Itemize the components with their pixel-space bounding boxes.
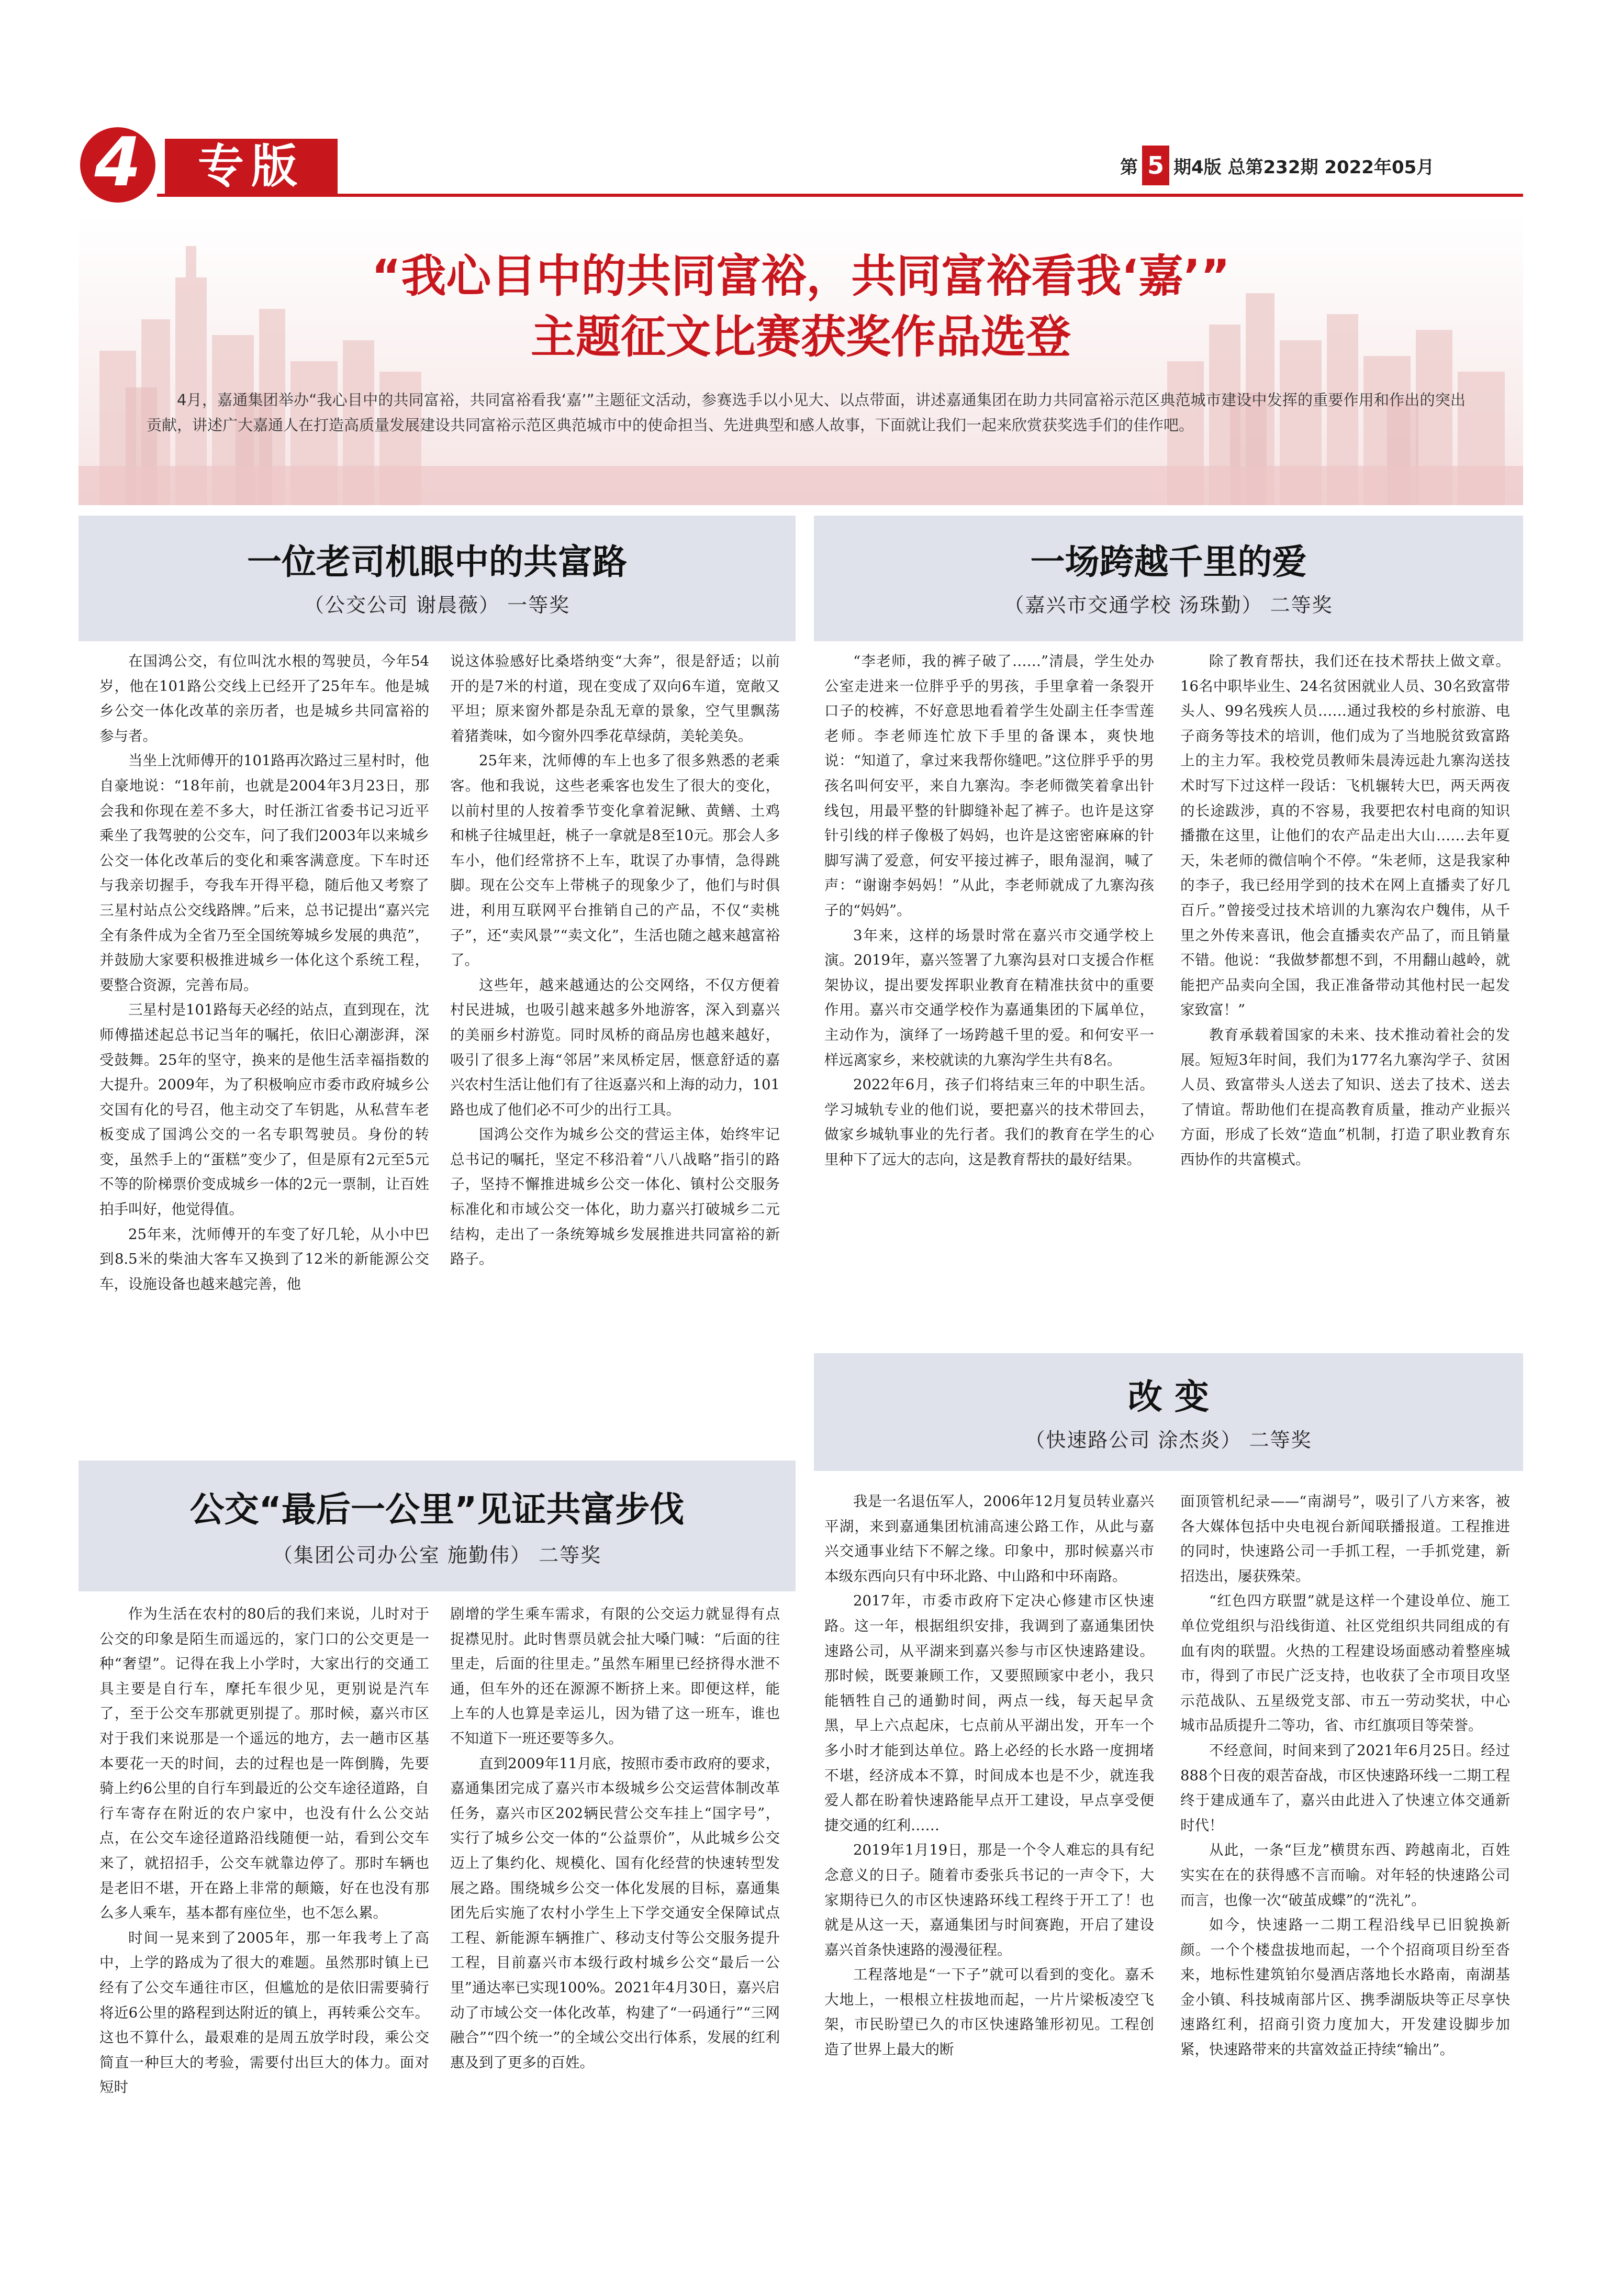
paragraph: 时间一晃来到了2005年，那一年我考上了高中，上学的路成为了很大的难题。虽然那时镇上已经有了公交车通往市区，但尴尬的是依旧需要骑行将近6公里的路程到达附近的镇上，再转乘公交车。这也不算什么，最艰难的是周五放学时段，乘公交简直一种巨大的考验，需要付出巨大的体力。面对短时 [99,1929,429,2096]
paragraph: 从此，一条“巨龙”横贯东西、跨越南北，百姓实实在在的获得感不言而喻。对年轻的快速路公司而言，也像一次“破茧成蝶”的“洗礼”。 [1180,1842,1510,1909]
paragraph: 面顶管机纪录——“南湖号”，吸引了八方来客，被各大媒体包括中央电视台新闻联播报道。工程推进的同时，快速路公司一手抓工程，一手抓党建，新招迭出，屡获殊荣。 [1180,1493,1510,1585]
article3-head [79,1461,796,1591]
article4-byline: （快速路公司 涂杰炎） 二等奖 [1025,1429,1312,1452]
article3-byline: （集团公司办公室 施勤伟） 二等奖 [272,1544,602,1567]
paragraph: 2017年，市委市政府下定决心修建市区快速路。这一年，根据组织安排，我调到了嘉通集团快速路公司，从平湖来到嘉兴参与市区快速路建设。那时候，既要兼顾工作，又要照顾家中老小，我只能牺牲自己的通勤时间，两点一线，每天起早贪黑，早上六点起床，七点前从平湖出发，开车一个多小时才能到达单位。路上必经的长水路一度拥堵不堪，经济成本不算，时间成本也是不少，就连我爱人都在盼着快速路能早点开工建设，早点享受便捷交通的红利…… [824,1592,1154,1834]
article1-byline: （公交公司 谢晨薇） 一等奖 [304,594,571,617]
paragraph: 三星村是101路每天必经的站点，直到现在，沈师傅描述起总书记当年的嘱托，依旧心潮澎湃，深受鼓舞。25年的坚守，换来的是他生活幸福指数的大提升。2009年，为了积极响应市委市政府城乡公交国有化的号召，他主动交了车钥匙，从私营车老板变成了国鸿公交的一名专职驾驶员。身份的转变，虽然手上的“蛋糕”变少了，但是原有2元至5元不等的阶梯票价变成城乡一体的2元一票制，让百姓拍手叫好，他觉得值。 [99,1001,429,1218]
section-label: 专版 [165,139,338,194]
paragraph: 我是一名退伍军人，2006年12月复员转业嘉兴平湖，来到嘉通集团杭浦高速公路工作，从此与嘉兴交通事业结下不解之缘。印象中，那时候嘉兴市本级东西向只有中环北路、中山路和中环南路。 [824,1493,1154,1585]
issue-info [1120,146,1528,185]
paragraph: 不经意间，时间来到了2021年6月25日。经过888个日夜的艰苦奋战，市区快速路环线一二期工程终于建成通车了，嘉兴由此进入了快速立体交通新时代！ [1180,1742,1510,1834]
article4-title: 改 变 [1128,1377,1209,1417]
article3-column1 [99,1602,429,2277]
banner-intro: 4月，嘉通集团举办“我心目中的共同富裕，共同富裕看我‘嘉’”主题征文活动，参赛选手以小见大、以点带面，讲述嘉通集团在助力共同富裕示范区典范城市建设中发挥的重要作用和作出的突出贡献，讲述广大嘉通人在打造高质量发展建设共同富裕示范区典范城市中的使命担当、先进典型和感人故事，下面就让我们一起来欣赏获奖选手们的佳作吧。 [147,391,1466,434]
paragraph: 当坐上沈师傅开的101路再次路过三星村时，他自豪地说：“18年前，也就是2004年3月23日，那会我和你现在差不多大，时任浙江省委书记习近平乘坐了我驾驶的公交车，问了我们2003年以来城乡公交一体化改革后的变化和乘客满意度。下车时还与我亲切握手，夸我车开得平稳，随后他又考察了三星村站点公交线路牌。”后来，总书记提出“嘉兴完全有条件成为全省乃至全国统筹城乡发展的典范”，并鼓励大家要积极推进城乡一体化这个系统工程，要整合资源，完善布局。 [99,752,429,994]
article3-title: 公交“最后一公里”见证共富步伐 [189,1489,685,1530]
issue-number: 5 [1142,146,1169,185]
paragraph: 说这体验感好比桑塔纳变“大奔”，很是舒适；以前开的是7米的村道，现在变成了双向6车道，宽敞又平坦；原来窗外都是杂乱无章的景象，空气里飘荡着猪粪味，如今窗外四季花草绿荫，美轮美奂。 [450,653,780,744]
page-number: 4 [94,124,141,202]
paragraph: 在国鸿公交，有位叫沈水根的驾驶员，今年54岁，他在101路公交线上已经开了25年车。他是城乡公交一体化改革的亲历者，也是城乡共同富裕的参与者。 [99,653,429,744]
paragraph: 如今，快速路一二期工程沿线早已旧貌换新颜。一个个楼盘拔地而起，一个个招商项目纷至沓来，地标性建筑铂尔曼酒店落地长水路南，南湖基金小镇、科技城南部片区、携季湖版块等正尽享快速路红利，招商引资力度加大，开发建设脚步加紧，快速路带来的共富效益正持续“输出”。 [1180,1916,1510,2058]
paragraph: 25年来，沈师傅的车上也多了很多熟悉的老乘客。他和我说，这些老乘客也发生了很大的变化，以前村里的人按着季节变化拿着泥鳅、黄鳝、土鸡和桃子往城里赶，桃子一拿就是8至10元。那会人多车小，他们经常挤不上车，耽误了办事情，急得跳脚。现在公交车上带桃子的现象少了，他们与时俱进，利用互联网平台推销自己的产品，不仅“卖桃子”，还“卖风景”“卖文化”，生活也随之越来越富裕了。 [450,752,780,969]
banner-title-line1: “我心目中的共同富裕，共同富裕看我‘嘉’” [371,250,1231,303]
paragraph: 2019年1月19日，那是一个令人难忘的具有纪念意义的日子。随着市委张兵书记的一声令下，大家期待已久的市区快速路环线工程终于开工了！也就是从这一天，嘉通集团与时间赛跑，开启了建设嘉兴首条快速路的漫漫征程。 [824,1842,1154,1958]
paragraph: “红色四方联盟”就是这样一个建设单位、施工单位党组织与沿线街道、社区党组织共同组成的有血有肉的联盟。火热的工程建设场面感动着整座城市，得到了市民广泛支持，也收获了全市项目攻坚示范战队、五星级党支部、市五一劳动奖状，中心城市品质提升二等功，省、市红旗项目等荣誉。 [1180,1592,1510,1734]
paragraph: 工程落地是“一下子”就可以看到的变化。嘉禾大地上，一根根立柱拔地而起，一片片梁板凌空飞架，市民盼望已久的市区快速路雏形初见。工程创造了世界上最大的断 [824,1966,1154,2058]
paragraph: 剧增的学生乘车需求，有限的公交运力就显得有点捉襟见肘。此时售票员就会扯大嗓门喊：“后面的往里走，后面的往里走。”虽然车厢里已经挤得水泄不通，但车外的还在源源不断挤上来。即便这样，能上车的人也算是幸运儿，因为错了这一班车，谁也不知道下一班还要等多久。 [450,1606,780,1747]
issue-detail: 期4版 总第232期 2022年05月 [1173,157,1435,178]
article3-column2 [450,1602,780,2277]
paragraph: 这些年，越来越通达的公交网络，不仅方便着村民进城，也吸引越来越多外地游客，深入到嘉兴的美丽乡村游览。同时凤桥的商品房也越来越好，吸引了很多上海“邻居”来凤桥定居，惬意舒适的嘉兴农村生活让他们有了往返嘉兴和上海的动力，101路也成了他们必不可少的出行工具。 [450,976,780,1118]
article2-head [814,516,1523,641]
article2-title: 一场跨越千里的爱 [1030,542,1307,582]
article1-head [79,516,796,641]
paragraph: 教育承载着国家的未来、技术推动着社会的发展。短短3年时间，我们为177名九寨沟学子、贫困人员、致富带头人送去了知识、送去了技术、送去了情谊。帮助他们在提高教育质量，推动产业振兴方面，形成了长效“造血”机制，打造了职业教育东西协作的共富模式。 [1180,1026,1510,1168]
paragraph: 除了教育帮扶，我们还在技术帮扶上做文章。16名中职毕业生、24名贫困就业人员、30名致富带头人、99名残疾人员……通过我校的乡村旅游、电子商务等技术的培训，他们成为了当地脱贫致富路上的主力军。我校党员教师朱晨涛远赴九寨沟送技术时写下过这样一段话：飞机辗转大巴，两天两夜的长途跋涉，真的不容易，我要把农村电商的知识播撒在这里，让他们的农产品走出大山……去年夏天，朱老师的微信响个不停。“朱老师，这是我家种的李子，我已经用学到的技术在网上直播卖了好几百斤。”曾接受过技术培训的九寨沟农户魏伟，从千里之外传来喜讯，他会直播卖农产品了，而且销量不错。他说：“我做梦都想不到，不用翻山越岭，就能把产品卖向全国，我正准备带动其他村民一起发家致富！” [1180,653,1510,1019]
article4-column1 [824,1489,1154,2275]
paragraph: 国鸿公交作为城乡公交的营运主体，始终牢记总书记的嘱托，坚定不移沿着“八八战略”指引的路子，坚持不懈推进城乡公交一体化、镇村公交服务标准化和市域公交一体化，助力嘉兴打破城乡二元结构，走出了一条统筹城乡发展推进共同富裕的新路子。 [450,1126,780,1268]
article2-column1 [824,649,1154,1324]
issue-prefix: 第 [1120,157,1138,178]
article1-column1 [99,649,429,1447]
article2-column2 [1180,649,1510,1324]
paragraph: 2022年6月，孩子们将结束三年的中职生活。学习城轨专业的他们说，要把嘉兴的技术带回去，做家乡城轨事业的先行者。我们的教育在学生的心里种下了远大的志向，这是教育帮扶的最好结果。 [824,1076,1154,1168]
paragraph: 直到2009年11月底，按照市委市政府的要求，嘉通集团完成了嘉兴市本级城乡公交运营体制改革任务，嘉兴市区202辆民营公交车挂上“国字号”，实行了城乡公交一体的“公益票价”，从此城乡公交迈上了集约化、规模化、国有化经营的快速转型发展之路。围绕城乡公交一体化发展的目标，嘉通集团先后实施了农村小学生上下学交通安全保障试点工程、新能源车辆推广、移动支付等公交服务提升工程，目前嘉兴市本级行政村城乡公交“最后一公里”通达率已实现100%。2021年4月30日，嘉兴启动了市域公交一体化改革，构建了“一码通行”“三网融合”“四个统一”的全域公交出行体系，发展的红利惠及到了更多的百姓。 [450,1755,780,2071]
article4-head [814,1353,1523,1471]
article1-column2 [450,649,780,1447]
article4-column2 [1180,1489,1510,2275]
banner-title-line2: 主题征文比赛获奖作品选登 [531,311,1071,363]
paragraph: “李老师，我的裤子破了……”清晨，学生处办公室走进来一位胖乎乎的男孩，手里拿着一条裂开口子的校裤，不好意思地看着学生处副主任李雪莲老师。李老师连忙放下手里的备课本，爽快地说：“知道了，拿过来我帮你缝吧。”这位胖乎乎的男孩名叫何安平，来自九寨沟。李老师微笑着拿出针线包，用最平整的针脚缝补起了裤子。也许是这穿针引线的样子像极了妈妈，也许是这密密麻麻的针脚写满了爱意，何安平接过裤子，眼角湿润，喊了声：“谢谢李妈妈！”从此，李老师就成了九寨沟孩子的“妈妈”。 [824,653,1154,919]
article2-byline: （嘉兴市交通学校 汤珠勤） 二等奖 [1004,594,1333,617]
paragraph: 3年来，这样的场景时常在嘉兴市交通学校上演。2019年，嘉兴签署了九寨沟县对口支援合作框架协议，提出要发挥职业教育在精准扶贫中的重要作用。嘉兴市交通学校作为嘉通集团的下属单位，主动作为，演绎了一场跨越千里的爱。和何安平一样远离家乡，来校就读的九寨沟学生共有8名。 [824,927,1154,1068]
paragraph: 25年来，沈师傅开的车变了好几轮，从小中巴到8.5米的柴油大客车又换到了12米的新能源公交车，设施设备也越来越完善，他 [99,1225,429,1292]
paragraph: 作为生活在农村的80后的我们来说，儿时对于公交的印象是陌生而遥远的，家门口的公交更是一种“奢望”。记得在我上小学时，大家出行的交通工具主要是自行车，摩托车很少见，更别说是汽车了，至于公交车那就更别提了。那时候，嘉兴市区对于我们来说那是一个遥远的地方，去一趟市区基本要花一天的时间，去的过程也是一阵倒腾，先要骑上约6公里的自行车到最近的公交车途径道路，自行车寄存在附近的农户家中，也没有什么公交站点，在公交车途径道路沿线随便一站，看到公交车来了，就招招手，公交车就靠边停了。那时车辆也是老旧不堪，开在路上非常的颠簸，好在也没有那么多人乘车，基本都有座位坐，也不怎么累。 [99,1606,429,1922]
article1-title: 一位老司机眼中的共富路 [247,542,627,582]
header-rule [157,194,1523,197]
